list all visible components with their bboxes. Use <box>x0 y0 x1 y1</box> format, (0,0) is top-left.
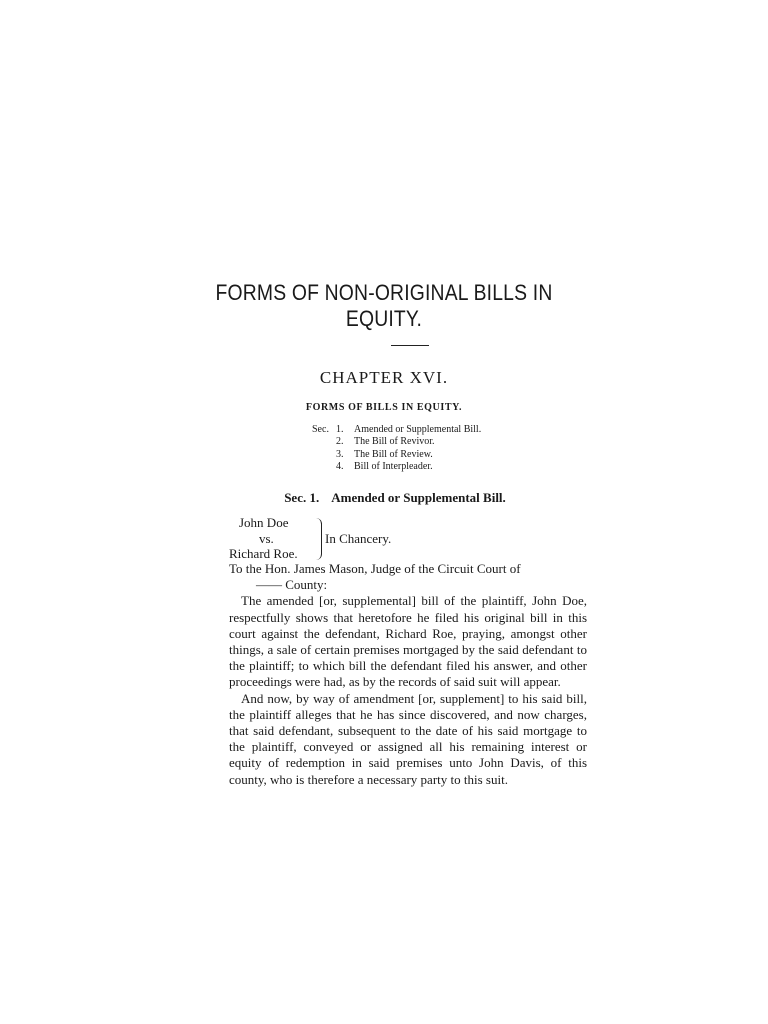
title-divider <box>391 345 429 346</box>
section-contents <box>312 424 481 474</box>
toc-prefix: Sec. <box>312 424 329 435</box>
toc-number: 4. <box>336 461 344 473</box>
toc-label: The Bill of Review. <box>354 448 433 460</box>
toc-number: 2. <box>336 436 344 448</box>
toc-label: Amended or Supplemental Bill. <box>354 424 482 435</box>
address-county: —— County: <box>256 577 328 593</box>
toc-number: 1. <box>336 424 344 435</box>
toc-number: 3. <box>336 448 344 460</box>
bill-body <box>229 561 587 788</box>
plaintiff-name: John Doe <box>239 515 289 530</box>
toc-item <box>312 461 481 473</box>
toc-item <box>312 424 481 436</box>
section-number: Sec. 1. <box>284 490 320 505</box>
page-title <box>46 280 722 332</box>
toc-item <box>312 449 481 461</box>
toc-label: The Bill of Revivor. <box>354 436 435 448</box>
case-caption <box>229 515 392 562</box>
section-title: Amended or Supplemental Bill. <box>331 490 506 505</box>
title-line-1: FORMS OF NON-ORIGINAL BILLS IN <box>215 280 553 305</box>
chapter-subheading: FORMS OF BILLS IN EQUITY. <box>305 402 463 413</box>
section-heading <box>0 490 768 506</box>
defendant-name: Richard Roe. <box>229 546 298 561</box>
chapter-heading: CHAPTER XVI. <box>319 368 449 387</box>
toc-label: Bill of Interpleader. <box>354 461 433 473</box>
versus-label: vs. <box>259 530 274 546</box>
caption-brace <box>313 518 322 560</box>
address-line: To the Hon. James Mason, Judge of the Circuit Court of <box>229 561 521 576</box>
toc-item <box>312 436 481 448</box>
body-paragraph: And now, by way of amendment [or, supplement] to his said bill, the plaintiff alleges that he has since discovered, and now charges, that said defendant, subsequent to the date of his said mortgage to the plaintiff, conveyed or assigned all his remaining interest or equity of redemption in said premises unto John Davis, of this county, who is therefore a necessary party to this suit. <box>229 690 587 787</box>
court-name: In Chancery. <box>325 531 392 546</box>
body-paragraph: The amended [or, supplemental] bill of the plaintiff, John Doe, respectfully shows that heretofore he filed his original bill in this court against the defendant, Richard Roe, praying, amongst other things, a sale of certain premises mortgaged by the said defendant to the plaintiff; to which bill the defendant filed his answer, and other proceedings were had, as by the records of said suit will appear. <box>229 593 587 690</box>
title-line-2: EQUITY. <box>345 306 423 331</box>
